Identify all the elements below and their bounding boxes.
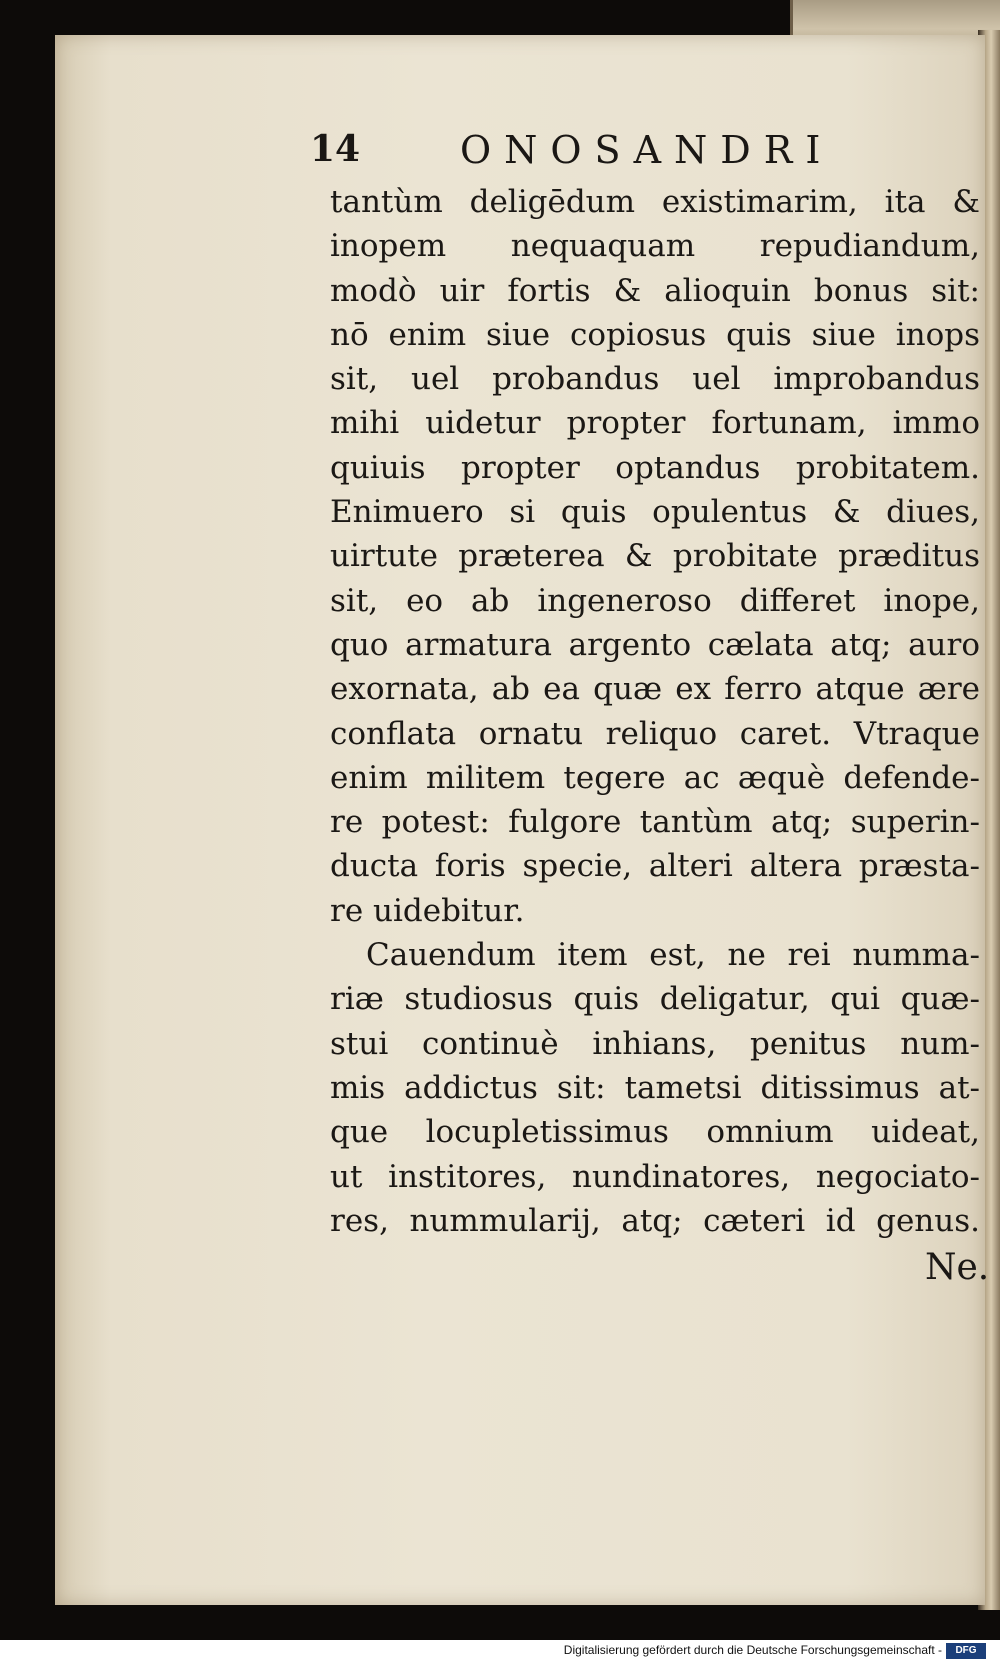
text-line: sit, eo ab ingeneroso differet inope, xyxy=(330,582,980,619)
text-line: quiuis propter optandus probitatem. xyxy=(330,449,980,486)
text-line: re potest: fulgore tantùm atq; superin- xyxy=(330,804,980,841)
text-line: stui continuè inhians, penitus num- xyxy=(330,1025,980,1062)
text-line: modò uir fortis & alioquin bonus sit: xyxy=(330,272,980,309)
text-line: inopem nequaquam repudiandum, xyxy=(330,228,980,265)
dfg-logo-icon: DFG xyxy=(946,1643,986,1659)
text-line: mihi uidetur propter fortunam, immo xyxy=(330,405,980,442)
text-line: exornata, ab ea quæ ex ferro atque ære xyxy=(330,671,980,708)
page-number: 14 xyxy=(310,128,361,170)
text-line: Cauendum item est, ne rei numma- xyxy=(366,937,980,974)
funding-notice: Digitalisierung gefördert durch die Deutsche Forschungsgemeinschaft - xyxy=(563,1643,942,1657)
text-line: re uidebitur. xyxy=(330,892,525,929)
digitization-footer xyxy=(0,1640,1000,1664)
body-text xyxy=(330,180,980,1243)
text-line: res, nummularij, atq; cæteri id genus. xyxy=(330,1202,980,1239)
text-line: conflata ornatu reliquo caret. Vtraque xyxy=(330,715,980,752)
text-line: mis addictus sit: tametsi ditissimus at- xyxy=(330,1069,980,1106)
text-line: Enimuero si quis opulentus & diues, xyxy=(330,494,980,531)
catchword: Ne. xyxy=(925,1247,990,1288)
text-line: ut institores, nundinatores, negociato- xyxy=(330,1158,980,1195)
text-line: que locupletissimus omnium uideat, xyxy=(330,1114,980,1151)
text-line: riæ studiosus quis deligatur, qui quæ- xyxy=(330,981,980,1018)
text-line: enim militem tegere ac æquè defende- xyxy=(330,759,980,796)
text-line: ducta foris specie, alteri altera præsta- xyxy=(330,848,980,885)
text-line: sit, uel probandus uel improbandus xyxy=(330,361,980,398)
text-line: uirtute præterea & probitate præditus xyxy=(330,538,980,575)
text-line: nō enim siue copiosus quis siue inops xyxy=(330,316,980,353)
text-line: quo armatura argento cælata atq; auro xyxy=(330,626,980,663)
text-line: tantùm deligēdum existimarim, ita & xyxy=(330,184,980,220)
running-title: ONOSANDRI xyxy=(460,128,834,172)
